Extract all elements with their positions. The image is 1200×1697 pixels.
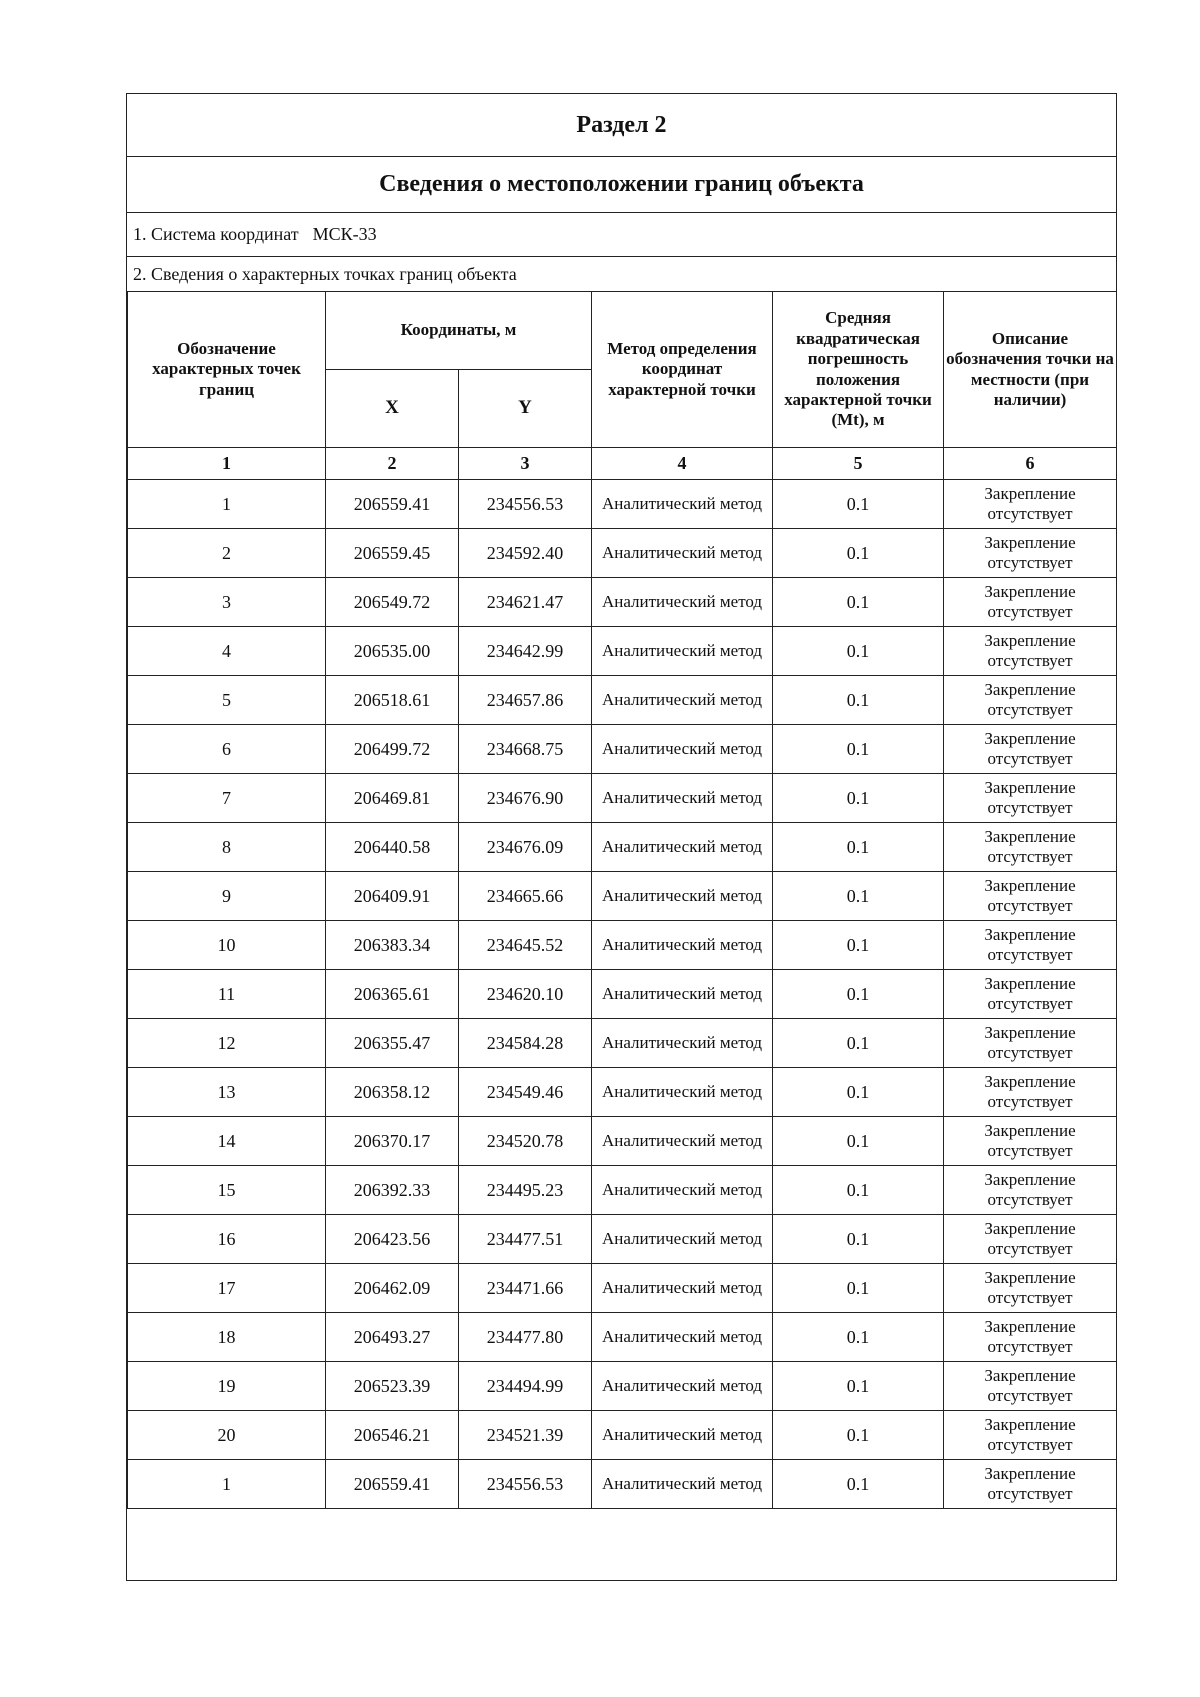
cell-point: 5 (128, 676, 326, 725)
cell-y: 234520.78 (459, 1117, 592, 1166)
cell-x: 206365.61 (326, 970, 459, 1019)
cell-method: Аналитический метод (592, 1362, 773, 1411)
table-row (128, 1264, 1117, 1313)
cell-method: Аналитический метод (592, 578, 773, 627)
table-row (128, 578, 1117, 627)
table-row (128, 1215, 1117, 1264)
cell-description: Закрепление отсутствует (944, 529, 1117, 578)
cell-mt: 0.1 (773, 1362, 944, 1411)
cell-y: 234477.51 (459, 1215, 592, 1264)
cell-mt: 0.1 (773, 627, 944, 676)
coord-system-line (127, 213, 1116, 257)
cell-point: 9 (128, 872, 326, 921)
cell-point: 6 (128, 725, 326, 774)
table-row (128, 1068, 1117, 1117)
cell-point: 2 (128, 529, 326, 578)
cell-description: Закрепление отсутствует (944, 970, 1117, 1019)
cell-method: Аналитический метод (592, 1411, 773, 1460)
cell-description: Закрепление отсутствует (944, 627, 1117, 676)
cell-x: 206392.33 (326, 1166, 459, 1215)
cell-description: Закрепление отсутствует (944, 1215, 1117, 1264)
cell-y: 234676.90 (459, 774, 592, 823)
cell-method: Аналитический метод (592, 774, 773, 823)
table-row (128, 1117, 1117, 1166)
cell-y: 234668.75 (459, 725, 592, 774)
cell-y: 234642.99 (459, 627, 592, 676)
coord-system-value: МСК-33 (312, 224, 377, 244)
cell-mt: 0.1 (773, 725, 944, 774)
cell-x: 206370.17 (326, 1117, 459, 1166)
cell-y: 234521.39 (459, 1411, 592, 1460)
cell-point: 17 (128, 1264, 326, 1313)
table-row (128, 1411, 1117, 1460)
cell-description: Закрепление отсутствует (944, 1166, 1117, 1215)
table-row (128, 1313, 1117, 1362)
cell-method: Аналитический метод (592, 627, 773, 676)
cell-x: 206559.41 (326, 480, 459, 529)
cell-description: Закрепление отсутствует (944, 1068, 1117, 1117)
cell-y: 234549.46 (459, 1068, 592, 1117)
table-row (128, 872, 1117, 921)
cell-x: 206423.56 (326, 1215, 459, 1264)
cell-x: 206469.81 (326, 774, 459, 823)
cell-description: Закрепление отсутствует (944, 823, 1117, 872)
coord-system-label: 1. Система координат (133, 224, 299, 244)
cell-x: 206358.12 (326, 1068, 459, 1117)
cell-description: Закрепление отсутствует (944, 921, 1117, 970)
header-description: Описание обозначения точки на местности (при наличии) (944, 292, 1117, 448)
cell-y: 234494.99 (459, 1362, 592, 1411)
cell-mt: 0.1 (773, 1264, 944, 1313)
table-row (128, 823, 1117, 872)
cell-mt: 0.1 (773, 529, 944, 578)
column-number: 2 (326, 448, 459, 480)
cell-description: Закрепление отсутствует (944, 480, 1117, 529)
cell-y: 234621.47 (459, 578, 592, 627)
cell-point: 7 (128, 774, 326, 823)
cell-point: 12 (128, 1019, 326, 1068)
cell-description: Закрепление отсутствует (944, 1019, 1117, 1068)
table-row (128, 627, 1117, 676)
cell-x: 206535.00 (326, 627, 459, 676)
cell-method: Аналитический метод (592, 1019, 773, 1068)
cell-mt: 0.1 (773, 480, 944, 529)
cell-method: Аналитический метод (592, 725, 773, 774)
header-designation: Обозначение характерных точек границ (128, 292, 326, 448)
cell-method: Аналитический метод (592, 1166, 773, 1215)
column-number: 5 (773, 448, 944, 480)
table-row (128, 1019, 1117, 1068)
cell-mt: 0.1 (773, 774, 944, 823)
cell-description: Закрепление отсутствует (944, 1117, 1117, 1166)
cell-mt: 0.1 (773, 1068, 944, 1117)
table-row (128, 774, 1117, 823)
cell-point: 20 (128, 1411, 326, 1460)
table-row (128, 725, 1117, 774)
cell-mt: 0.1 (773, 1215, 944, 1264)
header-y: Y (459, 370, 592, 448)
cell-x: 206523.39 (326, 1362, 459, 1411)
table-row (128, 529, 1117, 578)
cell-point: 15 (128, 1166, 326, 1215)
header-x: X (326, 370, 459, 448)
cell-description: Закрепление отсутствует (944, 872, 1117, 921)
cell-method: Аналитический метод (592, 1313, 773, 1362)
cell-method: Аналитический метод (592, 1068, 773, 1117)
cell-y: 234620.10 (459, 970, 592, 1019)
cell-point: 18 (128, 1313, 326, 1362)
cell-mt: 0.1 (773, 1166, 944, 1215)
cell-point: 13 (128, 1068, 326, 1117)
points-section-title: 2. Сведения о характерных точках границ объекта (133, 263, 517, 284)
column-number: 3 (459, 448, 592, 480)
cell-description: Закрепление отсутствует (944, 1362, 1117, 1411)
column-number: 1 (128, 448, 326, 480)
cell-mt: 0.1 (773, 872, 944, 921)
cell-mt: 0.1 (773, 1411, 944, 1460)
cell-description: Закрепление отсутствует (944, 578, 1117, 627)
cell-mt: 0.1 (773, 1313, 944, 1362)
cell-point: 16 (128, 1215, 326, 1264)
cell-x: 206499.72 (326, 725, 459, 774)
cell-y: 234556.53 (459, 1460, 592, 1509)
section-subtitle: Сведения о местоположении границ объекта (127, 157, 1116, 213)
cell-description: Закрепление отсутствует (944, 774, 1117, 823)
cell-x: 206462.09 (326, 1264, 459, 1313)
cell-point: 1 (128, 1460, 326, 1509)
column-number: 6 (944, 448, 1117, 480)
cell-y: 234645.52 (459, 921, 592, 970)
cell-method: Аналитический метод (592, 970, 773, 1019)
cell-x: 206546.21 (326, 1411, 459, 1460)
section-title: Раздел 2 (127, 94, 1116, 157)
cell-point: 4 (128, 627, 326, 676)
cell-y: 234556.53 (459, 480, 592, 529)
column-number-row (128, 448, 1117, 480)
cell-y: 234592.40 (459, 529, 592, 578)
cell-mt: 0.1 (773, 823, 944, 872)
cell-method: Аналитический метод (592, 480, 773, 529)
cell-point: 10 (128, 921, 326, 970)
cell-y: 234471.66 (459, 1264, 592, 1313)
table-row (128, 1362, 1117, 1411)
cell-method: Аналитический метод (592, 1460, 773, 1509)
cell-x: 206355.47 (326, 1019, 459, 1068)
table-row (128, 480, 1117, 529)
cell-mt: 0.1 (773, 578, 944, 627)
cell-mt: 0.1 (773, 1117, 944, 1166)
cell-method: Аналитический метод (592, 921, 773, 970)
cell-x: 206559.45 (326, 529, 459, 578)
cell-y: 234477.80 (459, 1313, 592, 1362)
cell-y: 234665.66 (459, 872, 592, 921)
cell-x: 206549.72 (326, 578, 459, 627)
column-number: 4 (592, 448, 773, 480)
cell-description: Закрепление отсутствует (944, 1411, 1117, 1460)
cell-description: Закрепление отсутствует (944, 1313, 1117, 1362)
cell-description: Закрепление отсутствует (944, 1460, 1117, 1509)
table-row (128, 1166, 1117, 1215)
cell-x: 206559.41 (326, 1460, 459, 1509)
cell-method: Аналитический метод (592, 823, 773, 872)
cell-mt: 0.1 (773, 676, 944, 725)
cell-point: 3 (128, 578, 326, 627)
cell-method: Аналитический метод (592, 1215, 773, 1264)
cell-mt: 0.1 (773, 1460, 944, 1509)
table-row (128, 921, 1117, 970)
cell-point: 8 (128, 823, 326, 872)
header-accuracy: Средняя квадратическая погрешность положения характерной точки (Mt), м (773, 292, 944, 448)
cell-mt: 0.1 (773, 970, 944, 1019)
cell-x: 206409.91 (326, 872, 459, 921)
cell-x: 206383.34 (326, 921, 459, 970)
cell-y: 234495.23 (459, 1166, 592, 1215)
table-row (128, 1460, 1117, 1509)
cell-point: 1 (128, 480, 326, 529)
cell-y: 234584.28 (459, 1019, 592, 1068)
cell-mt: 0.1 (773, 1019, 944, 1068)
cell-method: Аналитический метод (592, 1264, 773, 1313)
cell-method: Аналитический метод (592, 676, 773, 725)
points-table (127, 291, 1117, 1509)
cell-method: Аналитический метод (592, 872, 773, 921)
cell-point: 11 (128, 970, 326, 1019)
cell-point: 19 (128, 1362, 326, 1411)
table-row (128, 970, 1117, 1019)
table-row (128, 676, 1117, 725)
cell-method: Аналитический метод (592, 529, 773, 578)
cell-description: Закрепление отсутствует (944, 1264, 1117, 1313)
cell-x: 206518.61 (326, 676, 459, 725)
cell-description: Закрепление отсутствует (944, 725, 1117, 774)
cell-x: 206493.27 (326, 1313, 459, 1362)
document-frame (126, 93, 1117, 1581)
cell-y: 234657.86 (459, 676, 592, 725)
cell-description: Закрепление отсутствует (944, 676, 1117, 725)
cell-x: 206440.58 (326, 823, 459, 872)
cell-mt: 0.1 (773, 921, 944, 970)
header-method: Метод определения координат характерной точки (592, 292, 773, 448)
header-coords: Координаты, м (326, 292, 592, 370)
cell-y: 234676.09 (459, 823, 592, 872)
cell-method: Аналитический метод (592, 1117, 773, 1166)
cell-point: 14 (128, 1117, 326, 1166)
